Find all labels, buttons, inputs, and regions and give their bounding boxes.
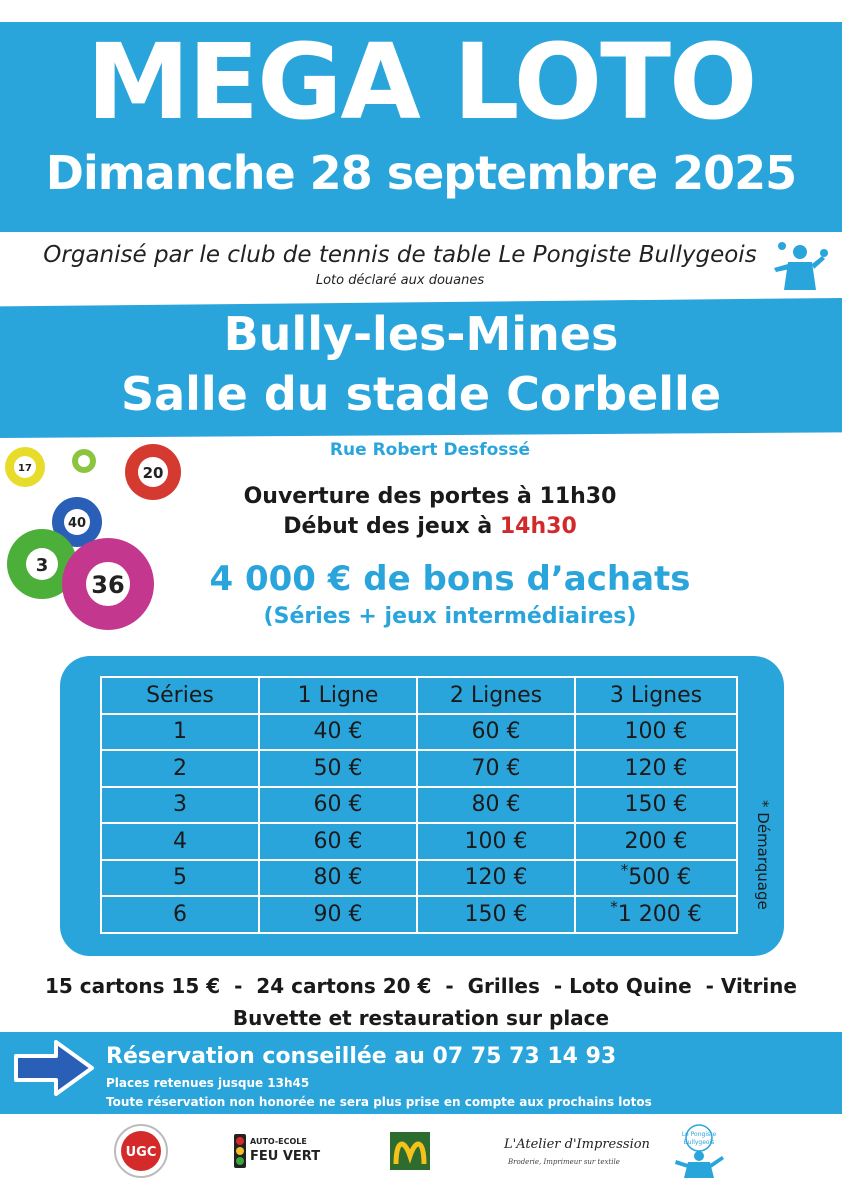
customs-declaration: Loto déclaré aux douanes — [315, 273, 485, 288]
markdown-note: * Démarquage — [754, 800, 772, 910]
games-start-line — [170, 512, 690, 542]
prize-table — [100, 676, 738, 934]
games-start-label: Début des jeux à — [283, 513, 500, 539]
table-cell: 100 € — [575, 714, 737, 751]
games-start-time: 14h30 — [499, 513, 577, 539]
cards-pricing: 15 cartons 15 € - 24 cartons 20 € - Grilles - Loto Quine - Vitrine — [45, 974, 797, 998]
feu-vert-top-text: AUTO-ECOLE — [250, 1137, 307, 1146]
ball-label-40: 40 — [67, 516, 87, 531]
page-title: MEGA LOTO — [86, 21, 756, 143]
table-row — [101, 787, 737, 824]
markdown-star: * — [610, 897, 618, 916]
table-tennis-player-icon — [770, 238, 828, 294]
table-cell: 60 € — [259, 823, 417, 860]
bingo-ball-36 — [62, 538, 154, 630]
mcdonalds-logo — [388, 1122, 432, 1180]
organizer-text: Organisé par le club de tennis de table Le Pongiste Bullygeois — [43, 242, 757, 268]
table-cell: 5 — [101, 860, 259, 897]
table-cell: 150 € — [417, 896, 575, 933]
bingo-ball-17 — [5, 447, 45, 487]
table-cell-value: 500 € — [628, 865, 692, 891]
pongiste-club-logo — [664, 1122, 734, 1180]
feu-vert-name-text: FEU VERT — [250, 1149, 321, 1164]
column-header: 3 Lignes — [575, 677, 737, 714]
table-cell: 1 — [101, 714, 259, 751]
event-date: Dimanche 28 septembre 2025 — [45, 146, 797, 200]
venue-street: Rue Robert Desfossé — [329, 440, 531, 460]
table-cell: 6 — [101, 896, 259, 933]
table-cell: 120 € — [417, 860, 575, 897]
prize-total: 4 000 € de bons d’achats — [209, 559, 691, 599]
venue-city: Bully-les-Mines — [223, 307, 619, 361]
table-cell: 70 € — [417, 750, 575, 787]
bingo-ball-green-small — [72, 449, 96, 473]
ball-label-17: 17 — [18, 463, 32, 474]
reservation-policy-note: Toute réservation non honorée ne sera plus prise en compte aux prochains lotos — [106, 1095, 652, 1109]
schedule — [170, 482, 690, 541]
table-row — [101, 714, 737, 751]
ugc-logo — [110, 1122, 172, 1180]
pongiste-bottom-text: Bullygeois — [683, 1139, 715, 1146]
table-cell: 50 € — [259, 750, 417, 787]
venue-hall: Salle du stade Corbelle — [120, 367, 722, 421]
table-cell: 3 — [101, 787, 259, 824]
table-cell-starred — [575, 896, 737, 933]
column-header: 1 Ligne — [259, 677, 417, 714]
prize-detail: (Séries + jeux intermédiaires) — [263, 604, 637, 629]
table-cell: 200 € — [575, 823, 737, 860]
reservation-hold-note: Places retenues jusque 13h45 — [106, 1076, 310, 1090]
ball-label-3: 3 — [35, 555, 49, 576]
reservation-phone: Réservation conseillée au 07 75 73 14 93 — [106, 1044, 617, 1069]
table-cell: 120 € — [575, 750, 737, 787]
table-cell-value: 1 200 € — [617, 901, 702, 927]
markdown-star: * — [620, 861, 629, 880]
table-cell: 150 € — [575, 787, 737, 824]
doors-open-time: Ouverture des portes à 11h30 — [243, 484, 617, 509]
table-cell: 60 € — [259, 787, 417, 824]
column-header: 2 Lignes — [417, 677, 575, 714]
table-row — [101, 896, 737, 933]
table-cell: 100 € — [417, 823, 575, 860]
ball-label-36: 36 — [91, 571, 125, 599]
table-cell: 80 € — [417, 787, 575, 824]
ugc-logo-text: UGC — [125, 1145, 157, 1160]
table-row — [101, 823, 737, 860]
table-cell: 40 € — [259, 714, 417, 751]
table-cell: 80 € — [259, 860, 417, 897]
table-cell: 2 — [101, 750, 259, 787]
food-info: Buvette et restauration sur place — [232, 1006, 610, 1030]
column-header: Séries — [101, 677, 259, 714]
atelier-name-text: L'Atelier d'Impression — [504, 1137, 650, 1152]
table-row — [101, 750, 737, 787]
pongiste-top-text: Le Pongiste — [681, 1131, 717, 1138]
atelier-sub-text: Broderie, Imprimeur sur textile — [508, 1158, 620, 1166]
feu-vert-logo — [230, 1122, 320, 1180]
atelier-impression-logo — [500, 1122, 650, 1180]
table-cell: 4 — [101, 823, 259, 860]
arrow-right-icon — [10, 1036, 98, 1100]
table-cell: 60 € — [417, 714, 575, 751]
table-cell: 90 € — [259, 896, 417, 933]
table-row — [101, 860, 737, 897]
table-header-row — [101, 677, 737, 714]
ball-label-20: 20 — [142, 464, 164, 482]
table-cell-starred — [575, 860, 737, 897]
